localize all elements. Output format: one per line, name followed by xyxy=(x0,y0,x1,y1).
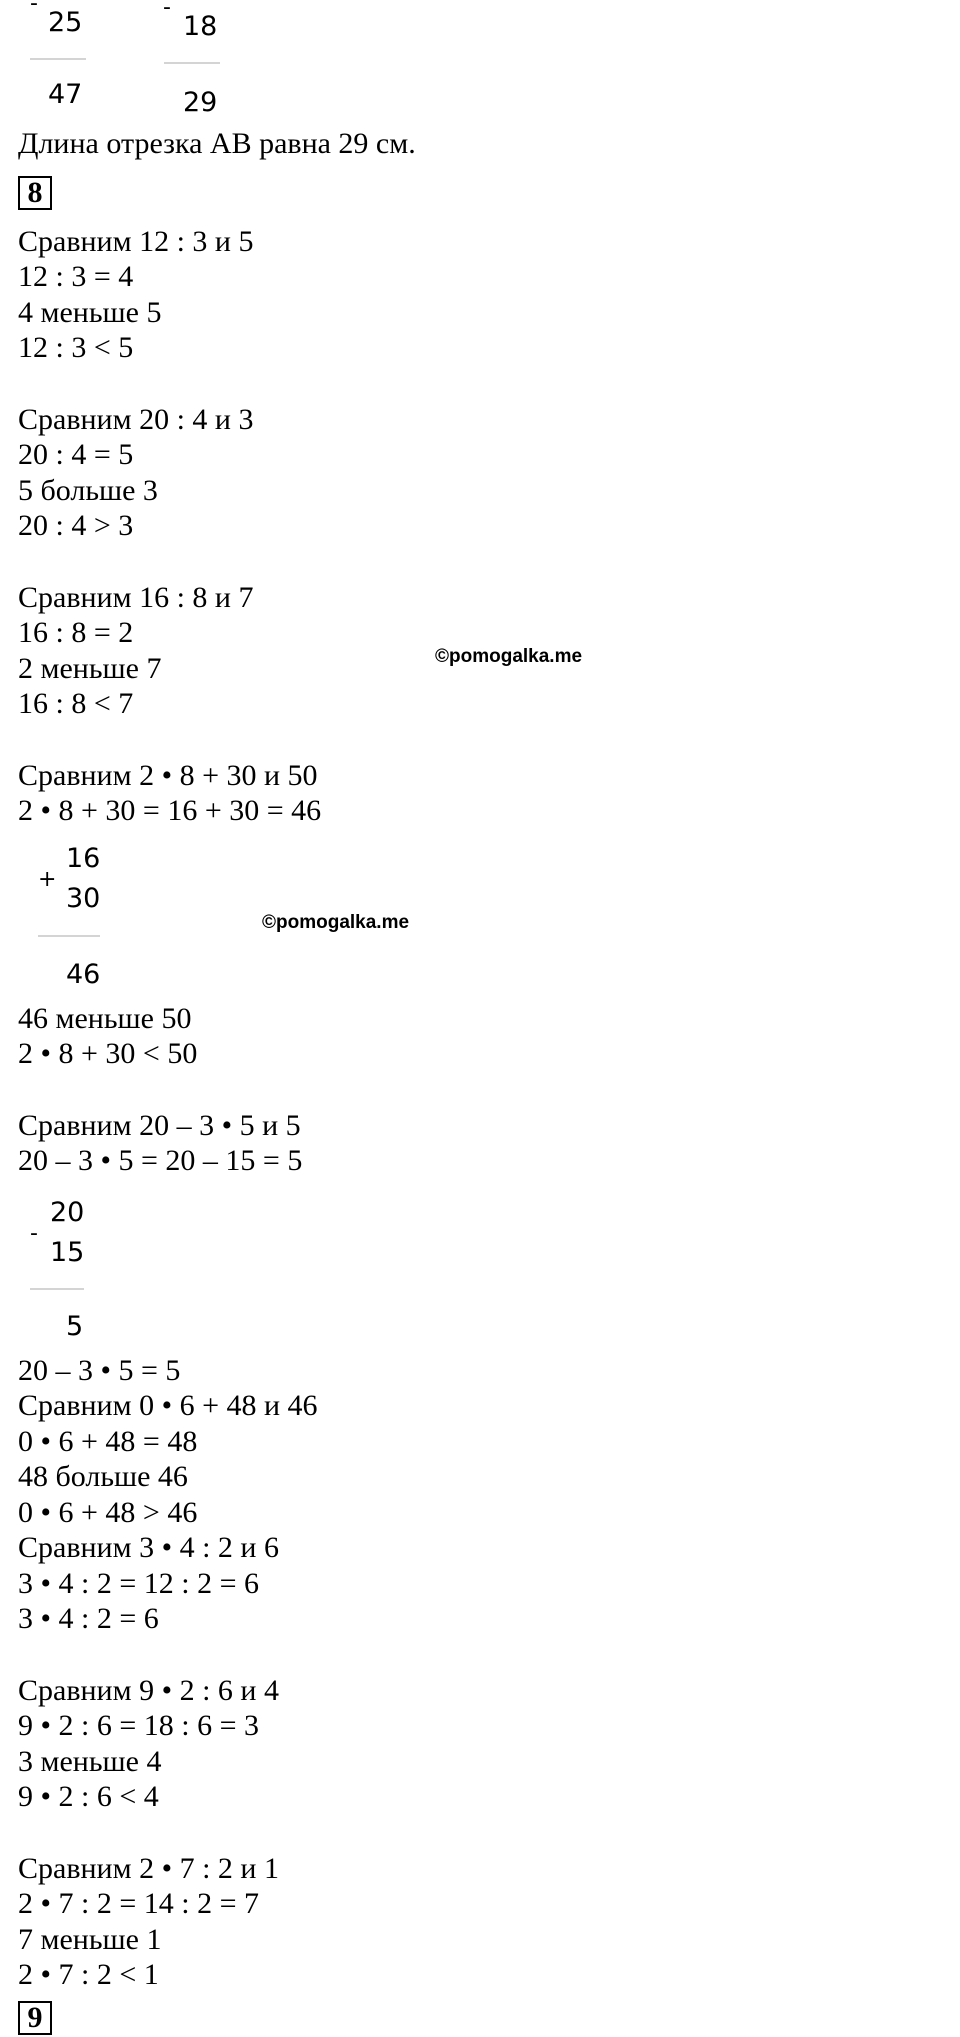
text-line: Сравним 16 : 8 и 7 xyxy=(18,581,254,614)
subtraction-operand-a: 20 xyxy=(50,1197,85,1228)
text-line: 7 меньше 1 xyxy=(18,1923,162,1956)
top-right-minus: - xyxy=(163,0,171,20)
text-line: 16 : 8 < 7 xyxy=(18,687,134,720)
text-line: 0 • 6 + 48 > 46 xyxy=(18,1496,198,1529)
text-line: 2 • 8 + 30 < 50 xyxy=(18,1037,198,1070)
text-line: 3 • 4 : 2 = 12 : 2 = 6 xyxy=(18,1567,260,1600)
text-line: 12 : 3 < 5 xyxy=(18,331,134,364)
top-left-bar xyxy=(30,58,86,60)
top-right-result: 29 xyxy=(183,87,218,118)
subtraction-minus: - xyxy=(30,1221,38,1246)
subtraction-bar xyxy=(30,1288,84,1290)
ab-length-text: Длина отрезка АВ равна 29 см. xyxy=(18,127,416,160)
top-left-result: 47 xyxy=(48,79,83,110)
text-line: 4 меньше 5 xyxy=(18,296,162,329)
text-line: 20 – 3 • 5 = 5 xyxy=(18,1354,181,1387)
subtraction-operand-b: 15 xyxy=(50,1237,85,1268)
text-line: 3 меньше 4 xyxy=(18,1745,162,1778)
task-9-number: 9 xyxy=(18,2001,52,2035)
text-line: Сравним 12 : 3 и 5 xyxy=(18,225,254,258)
addition-operand-a: 16 xyxy=(66,843,101,874)
text-line: 9 • 2 : 6 < 4 xyxy=(18,1780,159,1813)
watermark: ©pomogalka.me xyxy=(435,646,583,667)
top-left-minus: - xyxy=(30,0,38,16)
text-line: 20 : 4 = 5 xyxy=(18,438,134,471)
addition-bar xyxy=(38,935,100,937)
addition-operand-b: 30 xyxy=(66,883,101,914)
addition-plus: + xyxy=(38,867,57,892)
text-line: 0 • 6 + 48 = 48 xyxy=(18,1425,198,1458)
text-line: 2 • 8 + 30 = 16 + 30 = 46 xyxy=(18,794,322,827)
text-line: 20 – 3 • 5 = 20 – 15 = 5 xyxy=(18,1144,303,1177)
text-line: 3 • 4 : 2 = 6 xyxy=(18,1602,159,1635)
watermark: ©pomogalka.me xyxy=(262,912,410,933)
addition-result: 46 xyxy=(66,959,101,990)
text-line: 46 меньше 50 xyxy=(18,1002,192,1035)
text-line: Сравним 20 – 3 • 5 и 5 xyxy=(18,1109,301,1142)
top-right-bar xyxy=(164,62,220,64)
text-line: 48 больше 46 xyxy=(18,1460,188,1493)
text-line: 16 : 8 = 2 xyxy=(18,616,134,649)
text-line: 20 : 4 > 3 xyxy=(18,509,134,542)
text-line: 5 больше 3 xyxy=(18,474,158,507)
top-right-operand: 18 xyxy=(183,11,218,42)
text-line: Сравним 2 • 8 + 30 и 50 xyxy=(18,759,318,792)
text-line: Сравним 0 • 6 + 48 и 46 xyxy=(18,1389,318,1422)
task-8-number: 8 xyxy=(18,176,52,210)
text-line: Сравним 3 • 4 : 2 и 6 xyxy=(18,1531,279,1564)
top-left-operand: 25 xyxy=(48,7,83,38)
text-line: 12 : 3 = 4 xyxy=(18,260,134,293)
text-line: 2 • 7 : 2 < 1 xyxy=(18,1958,159,1991)
text-line: Сравним 9 • 2 : 6 и 4 xyxy=(18,1674,279,1707)
text-line: Сравним 20 : 4 и 3 xyxy=(18,403,254,436)
text-line: Сравним 2 • 7 : 2 и 1 xyxy=(18,1852,279,1885)
text-line: 9 • 2 : 6 = 18 : 6 = 3 xyxy=(18,1709,260,1742)
text-line: 2 меньше 7 xyxy=(18,652,162,685)
subtraction-result: 5 xyxy=(66,1311,84,1342)
text-line: 2 • 7 : 2 = 14 : 2 = 7 xyxy=(18,1887,260,1920)
